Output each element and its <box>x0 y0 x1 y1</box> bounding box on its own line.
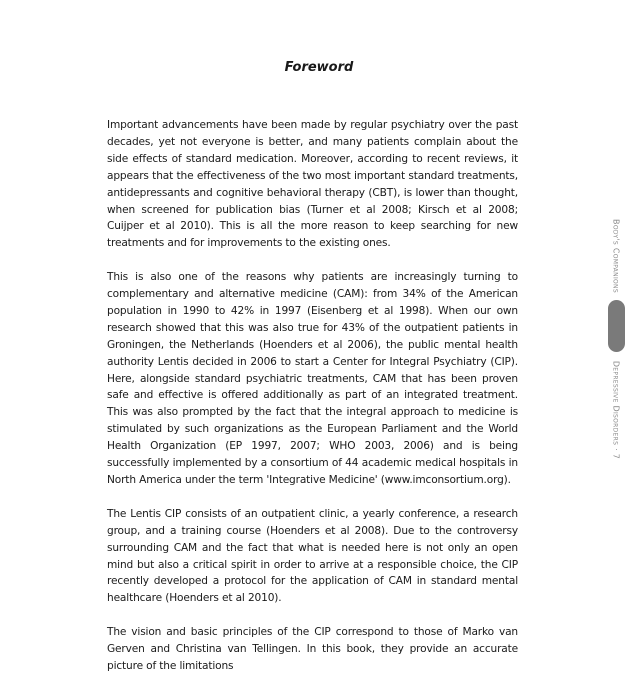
paragraph-2: This is also one of the reasons why patients are increasingly turning to complementary and alternative medicine (CAM): from 34% of the American population in 1990 to 42% in 1997 (Eisenberg et al 1998). When our own research showed that this was also true for 43% of the outpatient patients in Groningen, the Netherlands (Hoenders et al 2006), the public mental health authority Lentis decided in 2006 to start a Center for Integral Psychiatry (CIP). Here, alongside standard psychiatric treatments, CAM that has been proven safe and effective is offered additionally as part of an integrated treatment. This was also prompted by the fact that the integral approach to medicine is stimulated by such organizations as the European Parliament and the World Health Organization (EP 1997, 2007; WHO 2003, 2006) and is being successfully implemented by a consortium of 44 academic medical hospitals in North America under the term 'Integrative Medicine' (www.imconsortium.org). <box>107 271 518 487</box>
margin-header-top: Body's Companions <box>611 219 621 293</box>
body-text <box>107 117 518 692</box>
paragraph-3: The Lentis CIP consists of an outpatient clinic, a yearly conference, a research group, and a training course (Hoenders et al 2008). Due to the controversy surrounding CAM and the fact that what is needed here is not only an open mind but also a critical spirit in order to arrive at a responsible choice, the CIP recently developed a protocol for the application of CAM in standard mental healthcare (Hoenders et al 2010). <box>107 507 518 605</box>
margin-header-bottom: Depressive Disorders · 7 <box>611 360 621 460</box>
paragraph-1: Important advancements have been made by regular psychiatry over the past decades, yet not everyone is better, and many patients complain about the side effects of standard medication. Moreover, according to recent reviews, it appears that the effectiveness of the two most important standard treatments, antidepressants and cognitive behavioral therapy (CBT), is lower than thought, when screened for publication bias (Turner et al 2008; Kirsch et al 2008; Cuijper et al 2010). This is all the more reason to keep searching for new treatments and for improvements to the existing ones. <box>107 119 518 250</box>
page-title: Foreword <box>284 60 354 75</box>
paragraph-4: The vision and basic principles of the CIP correspond to those of Marko van Gerven and Christina van Tellingen. In this book, they provide an accurate picture of the limitations <box>107 626 518 672</box>
margin-tab-marker <box>608 300 625 352</box>
